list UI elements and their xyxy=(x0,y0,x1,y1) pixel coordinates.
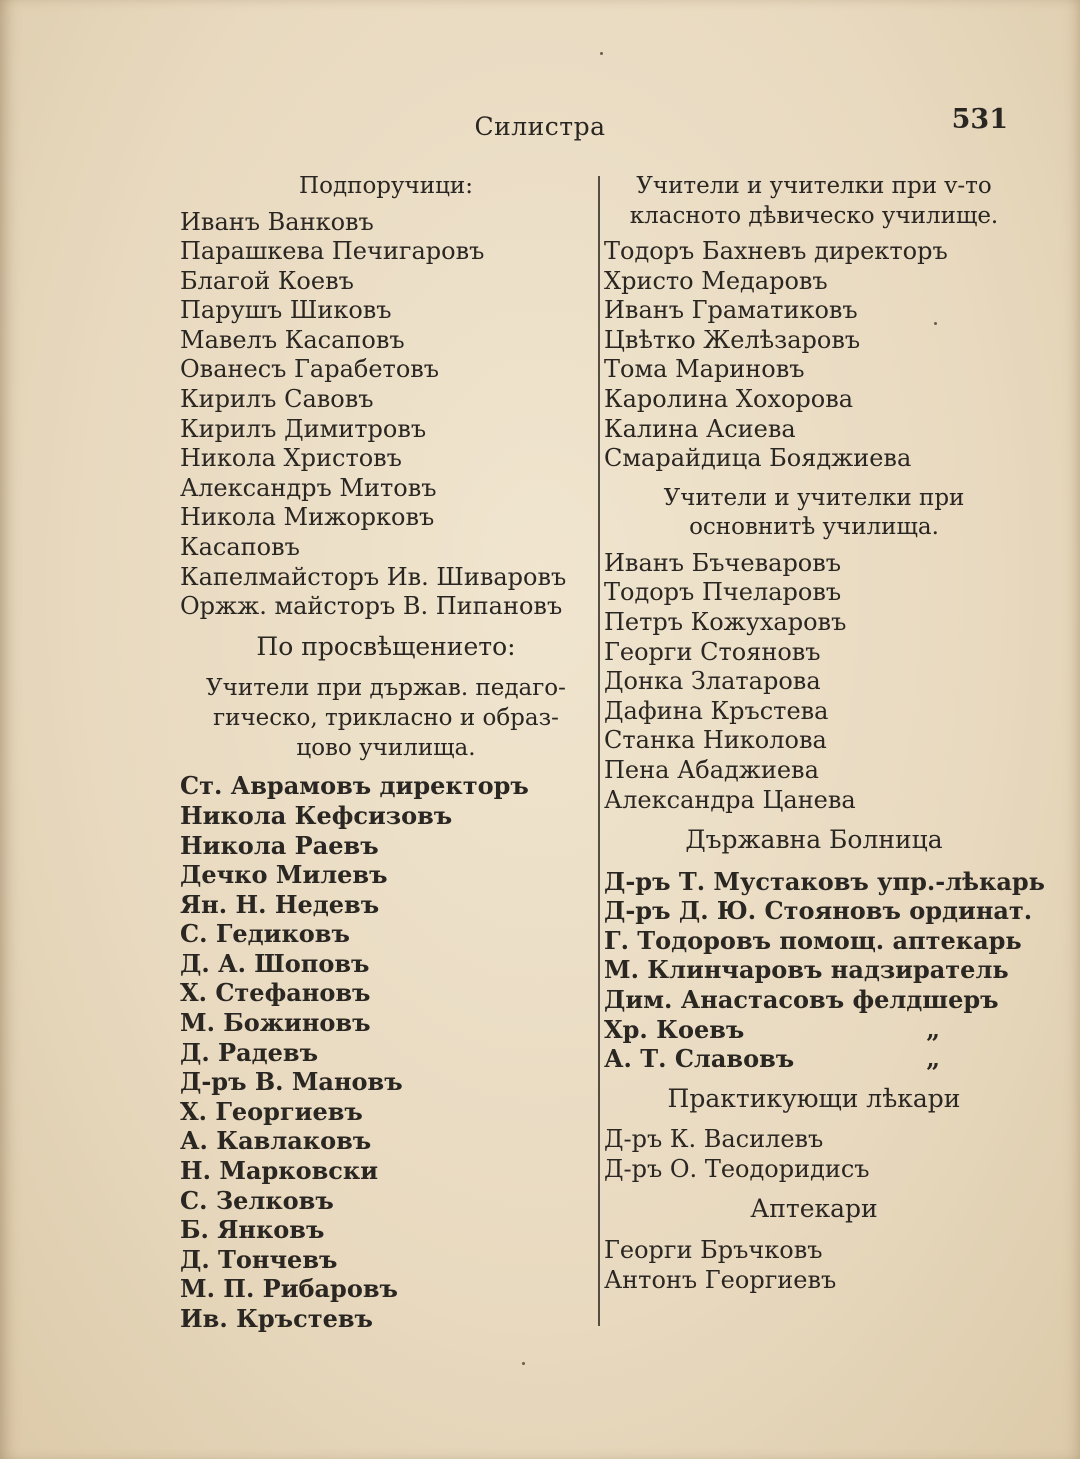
section-heading: По просвѣщението: xyxy=(256,631,516,661)
paper-speck xyxy=(600,52,603,55)
list-item: Иванъ Ванковъ xyxy=(180,207,374,236)
list-item: Ованесъ Гарабетовъ xyxy=(180,355,440,384)
list-item: Никола Раевъ xyxy=(180,830,379,860)
section-podporuchitsi xyxy=(180,172,592,622)
section-heading: Държавна Болница xyxy=(685,825,943,855)
list-item: Ян. Н. Недевъ xyxy=(180,889,380,919)
section-heading xyxy=(604,484,1024,543)
heading-line: основнитѣ училища. xyxy=(689,514,939,541)
section-darzhavna-bolnitsa xyxy=(604,825,1045,1074)
list-item: Парашкева Печигаровъ xyxy=(180,237,485,266)
section-heading: Подпоручици: xyxy=(299,173,473,199)
ditto-mark: „ xyxy=(926,1014,940,1044)
list-item: М. Клинчаровъ надзиратель xyxy=(604,955,1009,985)
list-item: Христо Медаровъ xyxy=(604,266,828,295)
list-item: Дафина Кръстева xyxy=(604,696,829,725)
list-item: Тома Мариновъ xyxy=(604,355,805,384)
list-item: Н. Марковски xyxy=(180,1156,379,1186)
list-item: Пена Абаджиева xyxy=(604,755,819,784)
section-heading: Практикующи лѣкари xyxy=(667,1083,961,1113)
section-subheading xyxy=(180,673,592,763)
list-item: Парушъ Шиковъ xyxy=(180,296,392,325)
section-prosveshtenie xyxy=(180,632,592,1334)
list-item: Антонъ Георгиевъ xyxy=(604,1265,837,1294)
list-item: М. Божиновъ xyxy=(180,1008,371,1038)
list-item: Георги Стояновъ xyxy=(604,637,821,666)
heading-line: гическо, трикласно и образ- xyxy=(213,705,559,732)
entry-name: А. Т. Славовъ xyxy=(604,1044,795,1074)
list-item: Х. Георгиевъ xyxy=(180,1096,363,1126)
list-item: А. Кавлаковъ xyxy=(180,1126,372,1156)
list-item xyxy=(604,1044,1024,1074)
list-item: Цвѣтко Желѣзаровъ xyxy=(604,325,861,354)
list-item: Александръ Митовъ xyxy=(180,473,437,502)
list-item: Оржж. майсторъ В. Пипановъ xyxy=(180,592,563,621)
list-item: Ив. Кръстевъ xyxy=(180,1304,373,1333)
entry-list xyxy=(604,1125,1024,1184)
list-item: Донка Златарова xyxy=(604,667,821,696)
entry-list xyxy=(604,1236,1024,1295)
heading-line: цово училища. xyxy=(296,735,476,762)
section-praktikuyushti-lekari xyxy=(604,1084,1024,1185)
ditto-list xyxy=(604,1015,1024,1074)
paper-speck xyxy=(522,1362,525,1365)
list-item: Кирилъ Савовъ xyxy=(180,385,374,414)
list-item: Станка Николова xyxy=(604,726,827,755)
list-item: М. П. Рибаровъ xyxy=(180,1274,398,1304)
list-item: Никола Кефсизовъ xyxy=(180,800,453,830)
ditto-mark: „ xyxy=(926,1044,940,1074)
entry-list xyxy=(604,549,1024,815)
list-item: Д. Тончевъ xyxy=(180,1244,338,1274)
entry-list xyxy=(604,237,1024,474)
list-item: Д. А. Шоповъ xyxy=(180,948,370,978)
list-item xyxy=(604,1015,1024,1045)
list-item: С. Зелковъ xyxy=(180,1185,334,1215)
section-devichesko-uchilishte xyxy=(604,172,1024,474)
entry-list xyxy=(180,771,592,1333)
list-item: Георги Бръчковъ xyxy=(604,1235,823,1264)
list-item: Г. Тодоровъ помощ. аптекарь xyxy=(604,925,1022,955)
heading-line: Учители при държав. педаго- xyxy=(206,675,566,702)
list-item: Смарайдица Бояджиева xyxy=(604,444,912,473)
list-item: Александра Цанева xyxy=(604,785,856,814)
column-divider xyxy=(598,176,600,1326)
list-item: Иванъ Граматиковъ xyxy=(604,296,858,325)
list-item: Каролина Хохорова xyxy=(604,384,854,413)
list-item: Д-ръ В. Мановъ xyxy=(180,1067,403,1097)
list-item: Иванъ Бъчеваровъ xyxy=(604,548,842,577)
page-number: 531 xyxy=(951,104,1008,135)
list-item: Калина Асиева xyxy=(604,414,796,443)
list-item: Петръ Кожухаровъ xyxy=(604,607,847,636)
section-osnovni-uchilishta xyxy=(604,484,1024,815)
left-column xyxy=(180,170,592,1334)
entry-list xyxy=(180,208,592,622)
list-item: С. Гедиковъ xyxy=(180,919,350,949)
list-item: Капелмайсторъ Ив. Шиваровъ xyxy=(180,562,567,591)
list-item: Никола Христовъ xyxy=(180,444,402,473)
list-item: Дим. Анастасовъ фелдшеръ xyxy=(604,984,999,1014)
entry-list xyxy=(604,866,1045,1015)
list-item: Тодоръ Бахневъ директоръ xyxy=(604,237,948,265)
heading-line: класното дѣвическо училище. xyxy=(629,202,999,229)
right-column xyxy=(604,170,1045,1295)
list-item: Мавелъ Касаповъ xyxy=(180,325,405,354)
list-item: Д-ръ Т. Мустаковъ упр.-лѣкарь xyxy=(604,866,1045,896)
list-item: Д-ръ К. Василевъ xyxy=(604,1125,824,1154)
list-item: Ст. Аврамовъ директоръ xyxy=(180,771,529,801)
list-item: Дечко Милевъ xyxy=(180,860,388,890)
list-item: Касаповъ xyxy=(180,533,300,562)
list-item: Д. Радевъ xyxy=(180,1037,318,1067)
list-item: Никола Мижорковъ xyxy=(180,503,435,532)
list-item: Б. Янковъ xyxy=(180,1215,325,1245)
list-item: Д-ръ Д. Ю. Стояновъ ординат. xyxy=(604,896,1033,926)
list-item: Кирилъ Димитровъ xyxy=(180,414,427,443)
list-item: Д-ръ О. Теодоридисъ xyxy=(604,1154,870,1183)
heading-line: Учители и учителки при v-то xyxy=(636,173,992,199)
heading-line: Учители и учителки при xyxy=(663,484,965,511)
section-heading xyxy=(604,172,1024,231)
section-heading: Аптекари xyxy=(750,1194,878,1224)
entry-name: Хр. Коевъ xyxy=(604,1014,745,1044)
paper-speck xyxy=(934,322,937,325)
running-head: Силистра xyxy=(474,112,606,141)
list-item: Благой Коевъ xyxy=(180,266,354,295)
section-aptekari xyxy=(604,1194,1024,1295)
list-item: Тодоръ Пчеларовъ xyxy=(604,578,842,607)
list-item: Х. Стефановъ xyxy=(180,978,371,1008)
